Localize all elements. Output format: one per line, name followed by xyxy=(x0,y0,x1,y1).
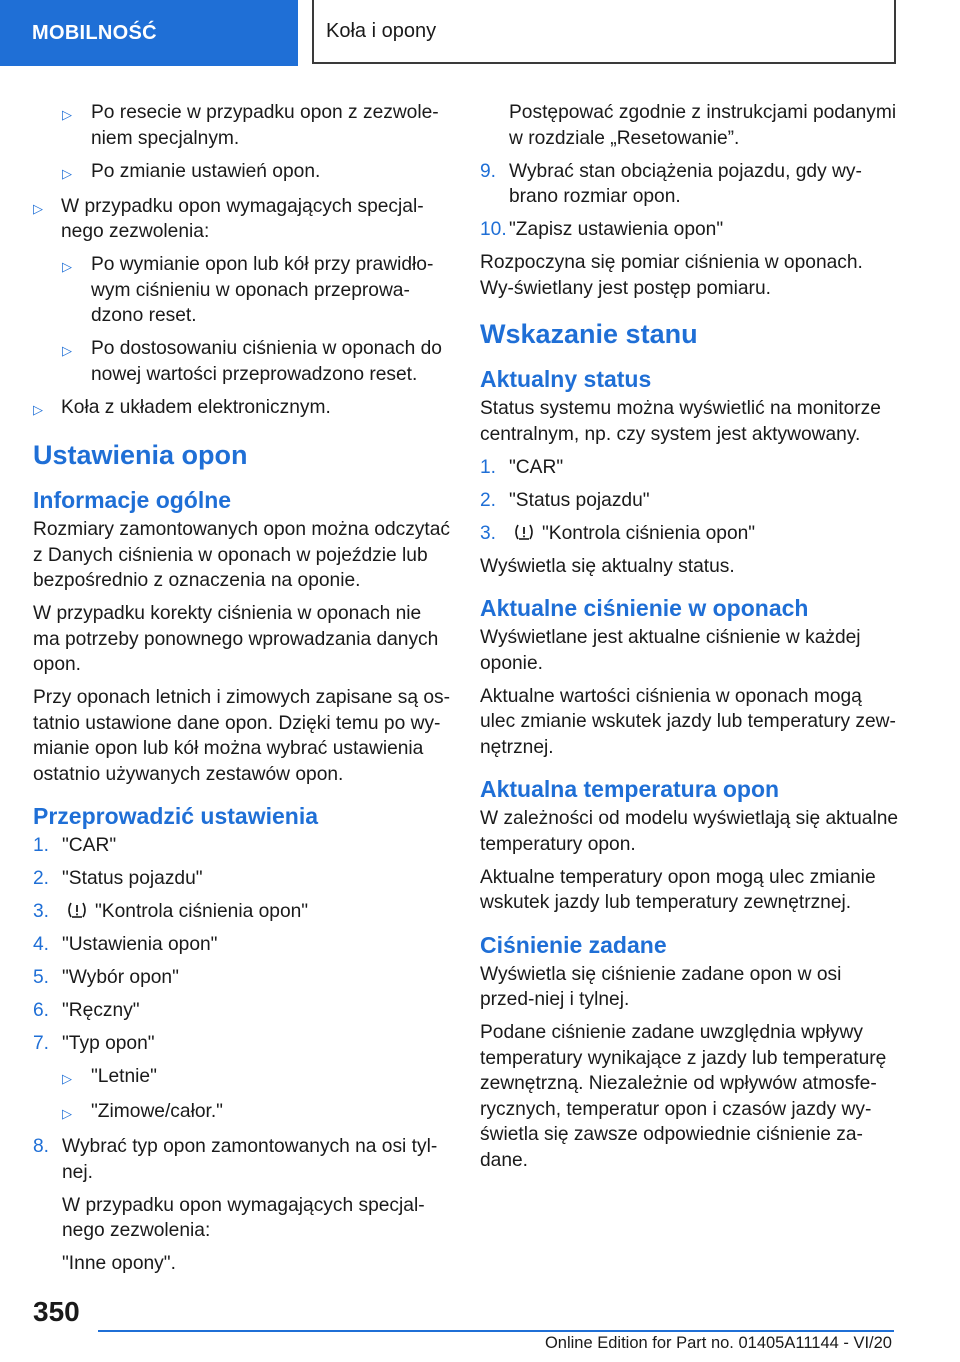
section-tab: MOBILNOŚĆ xyxy=(0,0,298,66)
step-text: "Wybór opon" xyxy=(62,967,179,988)
paragraph: Wyświetla się ciśnienie zadane opon w osi przed-niej i tylnej. xyxy=(480,963,842,1010)
paragraph: Aktualne temperatury opon mogą ulec zmianie wskutek jazdy lub temperatury zewnętrznej. xyxy=(480,866,876,913)
list-item xyxy=(33,100,451,151)
paragraph: W przypadku opon wymagających specjal-nego zezwolenia: xyxy=(62,1194,425,1241)
step-text-wrap xyxy=(509,521,900,547)
step-text: "Ustawienia opon" xyxy=(62,934,218,955)
step-text: "Ręczny" xyxy=(62,1000,140,1021)
list-item xyxy=(33,336,451,387)
paragraph: W przypadku korekty ciśnienia w oponach nie ma potrzeby ponownego wprowadzania danych opon. xyxy=(33,603,439,675)
bullet-triangle-icon: ▷ xyxy=(33,401,43,417)
heading-status-display: Wskazanie stanu xyxy=(480,319,698,349)
right-column xyxy=(480,100,900,1181)
step-item xyxy=(33,1031,451,1057)
list-item-text: Po zmianie ustawień opon. xyxy=(91,160,321,182)
step-text-wrap xyxy=(62,899,451,925)
paragraph: Status systemu można wyświetlić na monitorze centralnym, np. czy system jest aktywowany. xyxy=(480,398,881,445)
paragraph: Wyświetlane jest aktualne ciśnienie w każdej oponie. xyxy=(480,627,861,674)
step-text: "Typ opon" xyxy=(62,1033,155,1054)
chapter-title: Koła i opony xyxy=(312,0,896,64)
step-item xyxy=(480,159,900,210)
footer-divider xyxy=(98,1330,894,1332)
list-item xyxy=(33,159,451,187)
step-text: Wybrać stan obciążenia pojazdu, gdy wy-brano rozmiar opon. xyxy=(509,160,862,207)
list-item xyxy=(33,395,451,423)
step-number: 9. xyxy=(480,160,497,182)
page-number: 350 xyxy=(33,1296,80,1327)
step-item xyxy=(33,965,451,991)
step-text: "Kontrola ciśnienia opon" xyxy=(542,522,756,544)
step-number: 7. xyxy=(33,1033,50,1054)
step-text: "Kontrola ciśnienia opon" xyxy=(95,901,309,922)
step-number: 2. xyxy=(480,489,497,511)
bullet-triangle-icon: ▷ xyxy=(62,1106,72,1121)
bullet-triangle-icon: ▷ xyxy=(62,165,72,181)
step-text: "CAR" xyxy=(509,456,564,478)
step-item xyxy=(480,217,900,243)
bullet-triangle-icon: ▷ xyxy=(33,200,43,216)
step-item xyxy=(33,866,451,892)
step-number: 3. xyxy=(480,522,497,544)
heading-target-pressure: Ciśnienie zadane xyxy=(480,931,667,958)
list-item-text: Po wymianie opon lub kół przy prawidło-wym ciśnieniu w oponach przeprowa-dzono reset. xyxy=(91,254,434,326)
heading-current-temperature: Aktualna temperatura opon xyxy=(480,776,780,802)
step-number: 3. xyxy=(33,901,50,922)
paragraph: Rozpoczyna się pomiar ciśnienia w oponach. Wy-świetlany jest postęp pomiaru. xyxy=(480,252,863,299)
heading-tire-settings: Ustawienia opon xyxy=(33,440,248,470)
step-text: "Zapisz ustawienia opon" xyxy=(509,219,724,240)
step-item xyxy=(33,1134,451,1185)
paragraph: Podane ciśnienie zadane uwzględnia wpływy temperatury wynikające z jazdy lub temperaturę zewnętrzną. Niezależnie od wpływów atmosfe-rycznych, temperatur opon i czasów jazdy wy-świetla się zawsze odpowiednie ciśnienie za-dane. xyxy=(480,1022,887,1171)
paragraph: W zależności od modelu wyświetlają się aktualne temperatury opon. xyxy=(480,808,899,855)
paragraph: Przy oponach letnich i zimowych zapisane są os-tatnio ustawione dane opon. Dzięki temu po wy-mianie opon lub kół można wybrać ustawienia ostatnio używanych zestawów opon. xyxy=(33,687,450,785)
bullet-triangle-icon: ▷ xyxy=(62,343,72,358)
list-item-text: Koła z układem elektronicznym. xyxy=(61,396,331,418)
step-number: 4. xyxy=(33,934,50,955)
step-item xyxy=(33,932,451,958)
tire-pressure-warning-icon xyxy=(66,900,88,920)
list-item-text: W przypadku opon wymagających specjal-nego zezwolenia: xyxy=(61,195,424,242)
step-text: "Status pojazdu" xyxy=(509,489,650,511)
step-item xyxy=(33,833,451,859)
paragraph: Wyświetla się aktualny status. xyxy=(480,555,735,577)
step-number: 1. xyxy=(480,456,497,478)
heading-current-pressure: Aktualne ciśnienie w oponach xyxy=(480,595,809,621)
paragraph: Rozmiary zamontowanych opon można odczytać z Danych ciśnienia w oponach w pojeździe lub bezpośrednio z oznaczenia na oponie. xyxy=(33,519,450,591)
paragraph: "Inne opony". xyxy=(62,1253,176,1274)
list-item-text: "Letnie" xyxy=(91,1066,157,1087)
list-item-text: Po resecie w przypadku opon z zezwole-niem specjalnym. xyxy=(91,102,439,149)
step-text: Wybrać typ opon zamontowanych na osi tyl-nej. xyxy=(62,1136,438,1183)
paragraph: Aktualne wartości ciśnienia w oponach mogą ulec zmianie wskutek jazdy lub temperatury zew-nętrznej. xyxy=(480,685,896,758)
step-item xyxy=(33,998,451,1024)
left-column xyxy=(33,100,451,1284)
step-number: 2. xyxy=(33,868,50,889)
step-text: "Status pojazdu" xyxy=(62,868,203,889)
list-item-text: Po dostosowaniu ciśnienia w oponach do nowej wartości przeprowadzono reset. xyxy=(91,338,442,385)
step-item xyxy=(33,899,451,925)
step-number: 10. xyxy=(480,219,507,240)
step-number: 8. xyxy=(33,1136,50,1157)
heading-current-status: Aktualny status xyxy=(480,366,652,392)
step-text: "CAR" xyxy=(62,835,117,856)
step-number: 1. xyxy=(33,835,50,856)
bullet-triangle-icon: ▷ xyxy=(62,259,72,274)
list-item-text: "Zimowe/całor." xyxy=(91,1101,223,1122)
bullet-triangle-icon: ▷ xyxy=(62,107,72,122)
step-number: 6. xyxy=(33,1000,50,1021)
heading-general-info: Informacje ogólne xyxy=(33,487,232,513)
list-item xyxy=(33,1099,451,1127)
footer-edition: Online Edition for Part no. 01405A11144 - VI/20 xyxy=(544,1334,892,1352)
list-item xyxy=(33,194,451,245)
step-item xyxy=(480,521,900,547)
list-item xyxy=(33,252,451,329)
tire-pressure-warning-icon xyxy=(513,522,535,542)
heading-perform-settings: Przeprowadzić ustawienia xyxy=(33,803,319,829)
list-item xyxy=(33,1064,451,1092)
step-number: 5. xyxy=(33,967,50,988)
bullet-triangle-icon: ▷ xyxy=(62,1071,72,1086)
step-item xyxy=(480,455,900,481)
step-item xyxy=(480,488,900,514)
paragraph: Postępować zgodnie z instrukcjami podanymi w rozdziale „Resetowanie”. xyxy=(509,102,897,149)
